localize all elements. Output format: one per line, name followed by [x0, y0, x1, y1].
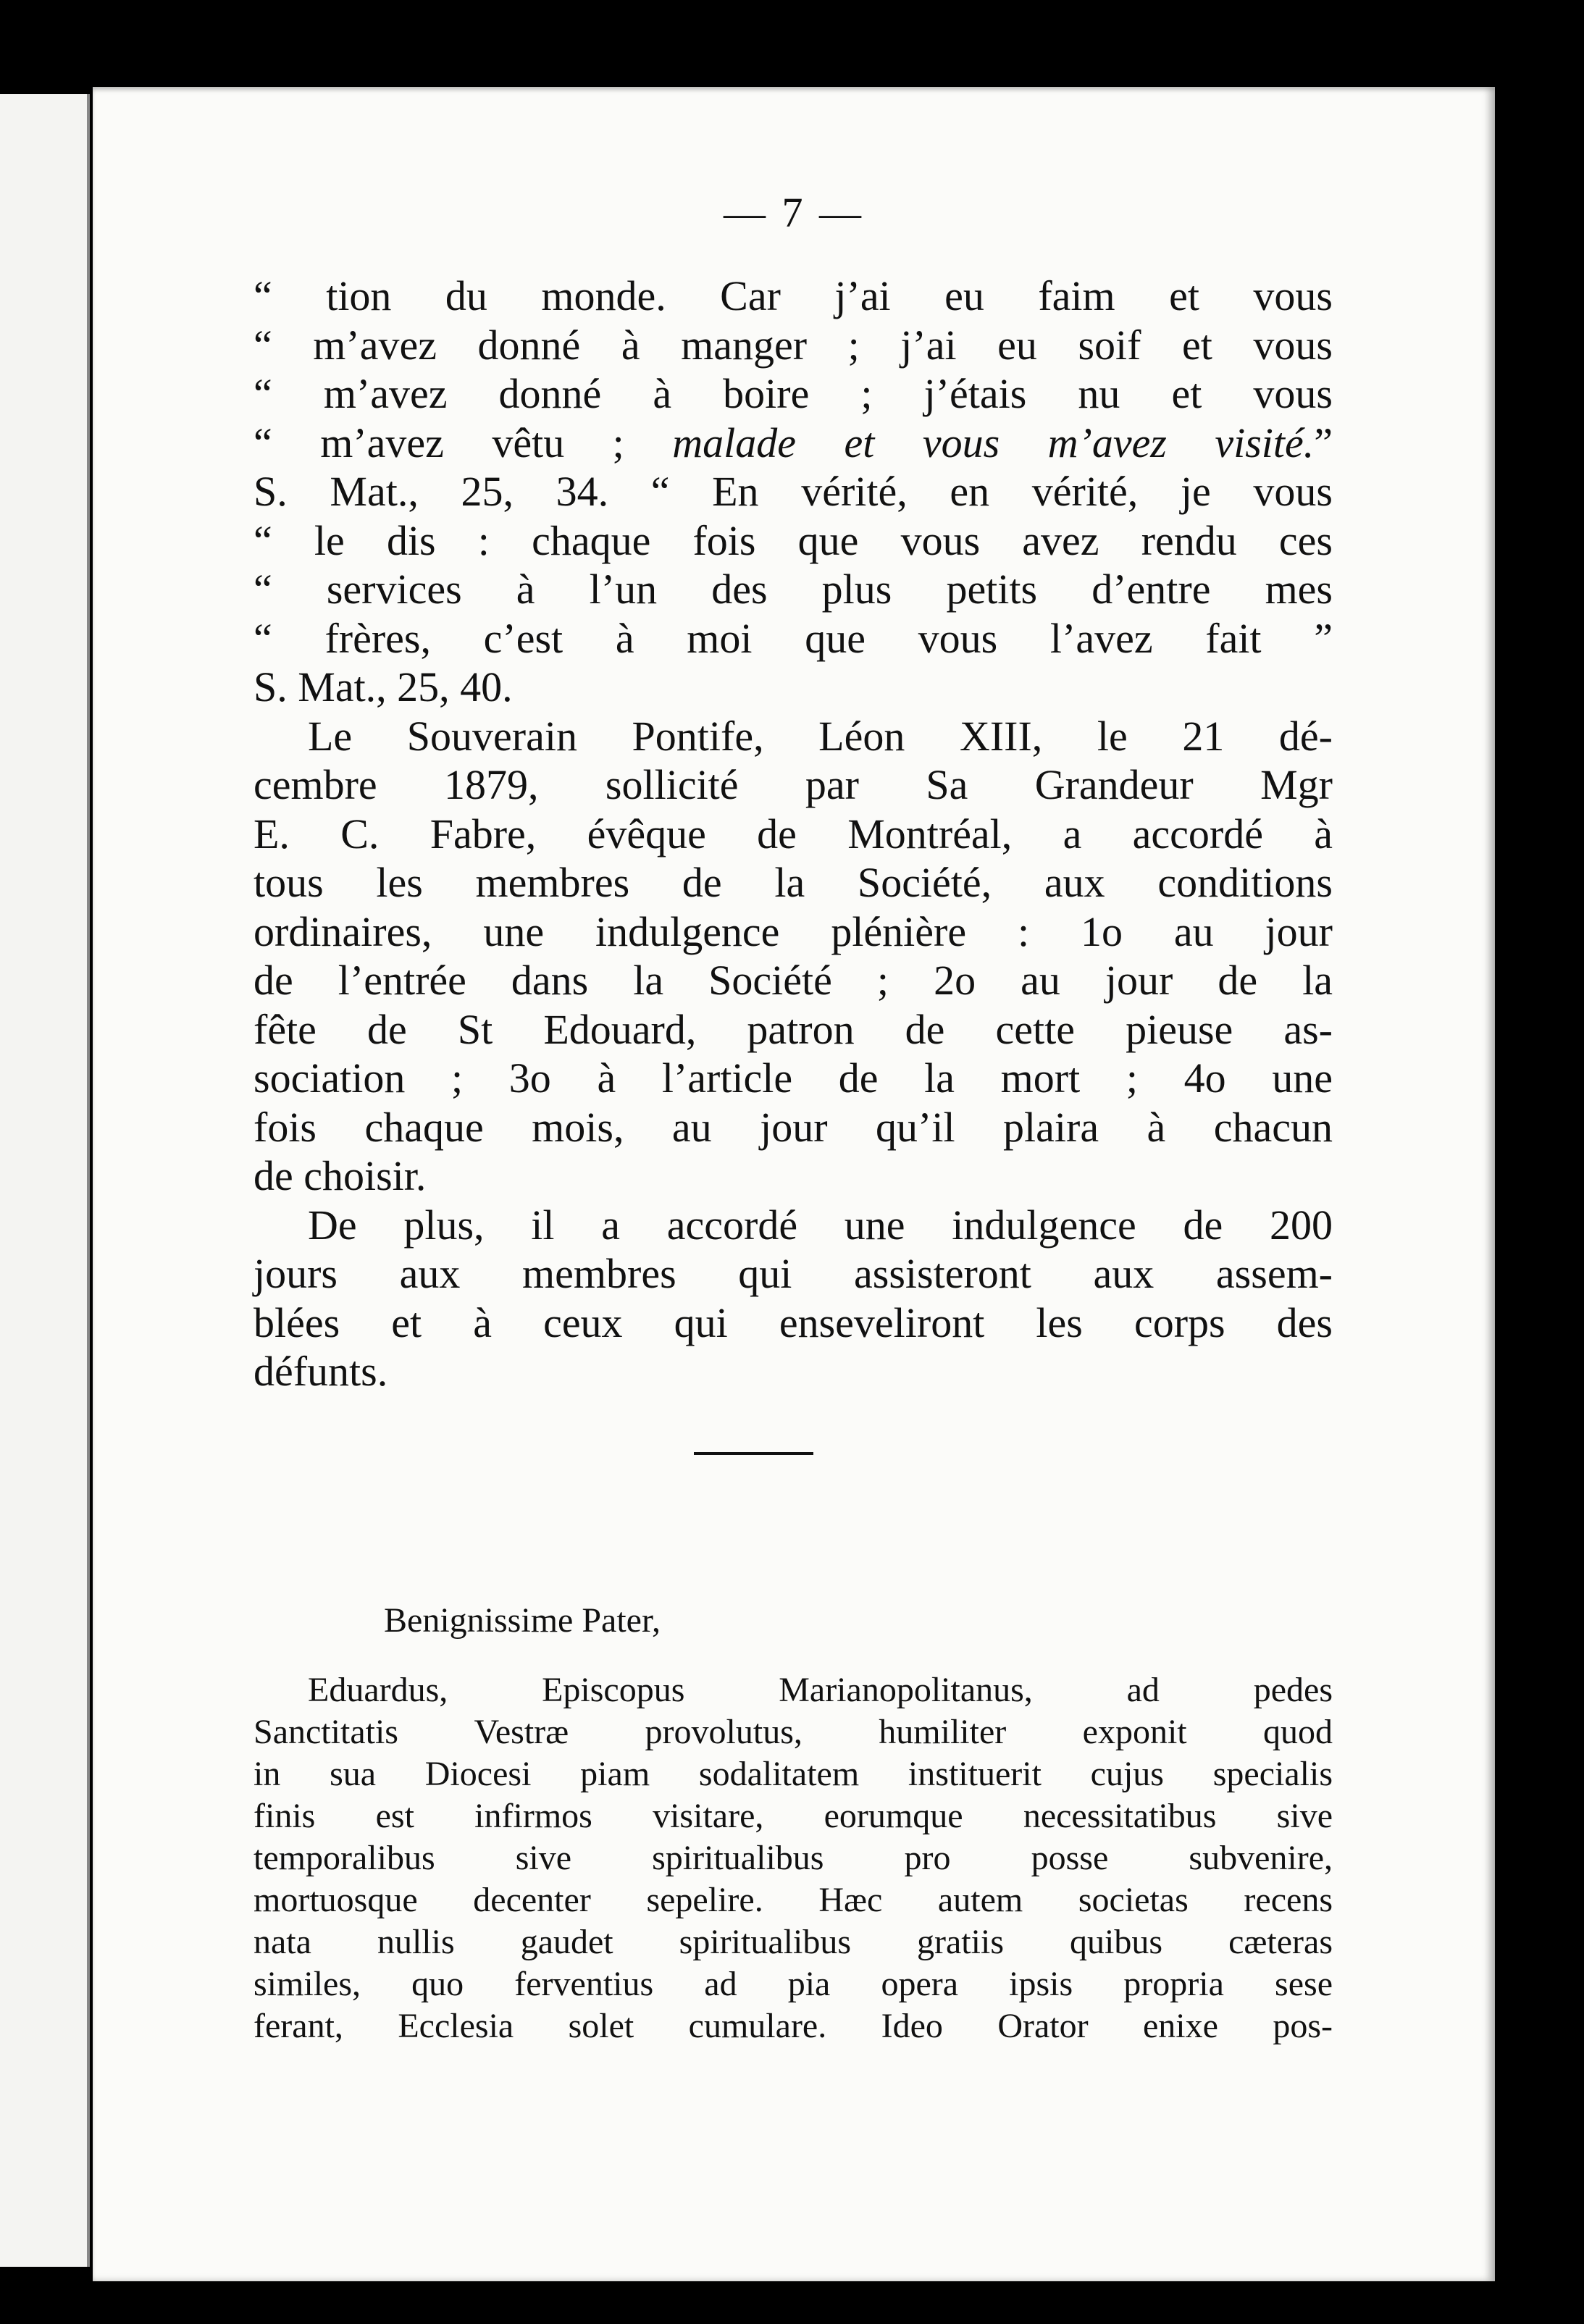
text-line: blées et à ceux qui enseveliront les corps des	[253, 1299, 1333, 1346]
latin-petition	[253, 1669, 1333, 2047]
text-segment: ”	[1314, 419, 1333, 466]
previous-page-edge	[0, 94, 90, 2267]
body-text	[253, 272, 1333, 1396]
text-line: fête de St Edouard, patron de cette pieuse as-	[253, 1005, 1333, 1053]
text-line: “ services à l’un des plus petits d’entre mes	[253, 566, 1333, 613]
text-line: “ m’avez donné à manger ; j’ai eu soif et vous	[253, 321, 1333, 369]
text-line: “ le dis : chaque fois que vous avez rendu ces	[253, 516, 1333, 564]
text-line: défunts.	[253, 1348, 388, 1395]
salutation: Benignissime Pater,	[384, 1601, 661, 1640]
text-line: sociation ; 3o à l’article de la mort ; 4o une	[253, 1054, 1333, 1102]
text-line: S. Mat., 25, 34. “ En vérité, en vérité, je vous	[253, 468, 1333, 515]
text-line: similes, quo ferventius ad pia opera ipsis propria sese	[253, 1965, 1333, 2003]
italic-segment: malade et vous m’avez visité.	[672, 419, 1315, 466]
paragraph-additional	[253, 1201, 1333, 1396]
text-line: Sanctitatis Vestræ provolutus, humiliter exponit quod	[253, 1713, 1333, 1751]
text-line: De plus, il a accordé une indulgence de 200	[308, 1201, 1333, 1249]
text-line: in sua Diocesi piam sodalitatem instituerit cujus specialis	[253, 1755, 1333, 1793]
text-line: “ tion du monde. Car j’ai eu faim et vous	[253, 272, 1333, 319]
text-line: nata nullis gaudet spiritualibus gratiis quibus cæteras	[253, 1923, 1333, 1961]
text-line: S. Mat., 25, 40.	[253, 663, 513, 710]
text-line: finis est infirmos visitare, eorumque necessitatibus sive	[253, 1797, 1333, 1835]
text-line: jours aux membres qui assisteront aux assem-	[253, 1250, 1333, 1297]
text-line: ordinaires, une indulgence plénière : 1o au jour	[253, 907, 1333, 955]
text-line: fois chaque mois, au jour qu’il plaira à chacun	[253, 1103, 1333, 1151]
text-line: tous les membres de la Société, aux conditions	[253, 859, 1333, 906]
paragraph-quotation	[253, 272, 1333, 712]
page-number: — 7 —	[724, 189, 864, 236]
text-line: de l’entrée dans la Société ; 2o au jour de la	[253, 957, 1333, 1004]
text-line: “ frères, c’est à moi que vous l’avez fait ”	[253, 614, 1333, 662]
text-line: cembre 1879, sollicité par Sa Grandeur Mgr	[253, 761, 1333, 808]
text-line: E. C. Fabre, évêque de Montréal, a accordé à	[253, 810, 1333, 857]
text-line: Eduardus, Episcopus Marianopolitanus, ad pedes	[308, 1671, 1333, 1709]
text-line: de choisir.	[253, 1152, 427, 1199]
text-line: temporalibus sive spiritualibus pro posse subvenire,	[253, 1839, 1333, 1877]
section-divider	[694, 1452, 813, 1455]
book-page	[93, 87, 1495, 2281]
text-line-with-italic	[253, 419, 1333, 468]
text-line: “ m’avez donné à boire ; j’étais nu et vous	[253, 370, 1333, 417]
text-line: ferant, Ecclesia solet cumulare. Ideo Orator enixe pos-	[253, 2007, 1333, 2045]
text-line: mortuosque decenter sepelire. Hæc autem societas recens	[253, 1881, 1333, 1919]
text-segment: “ m’avez vêtu ;	[253, 419, 673, 466]
paragraph-indulgence	[253, 712, 1333, 1201]
text-line: Le Souverain Pontife, Léon XIII, le 21 dé-	[308, 712, 1333, 760]
